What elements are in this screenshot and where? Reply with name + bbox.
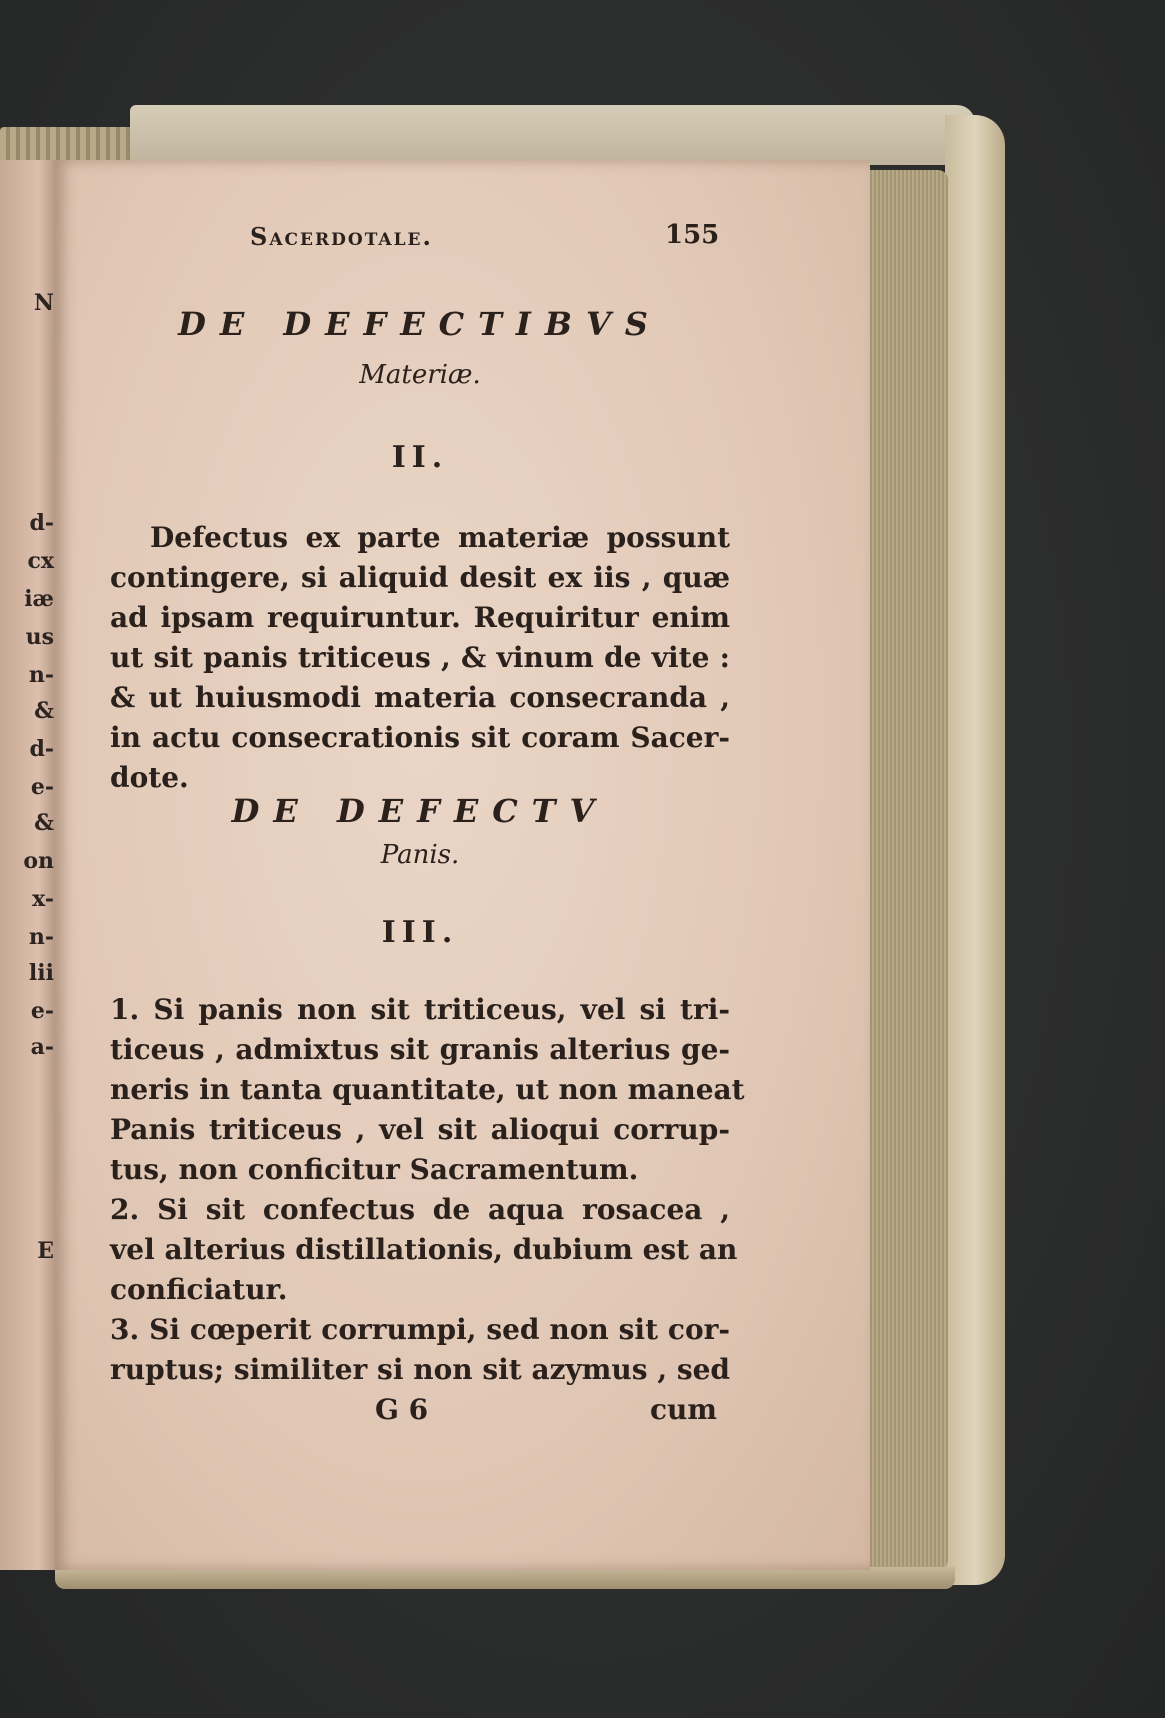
left-fragment: n- [28, 924, 54, 950]
paragraph [110, 518, 730, 798]
cover-right [945, 115, 1005, 1585]
text-line: neris in tanta quantitate, ut non maneat [110, 1073, 745, 1106]
text-line: vel alterius distillationis, dubium est an [110, 1233, 738, 1266]
text-line: ut sit panis triticeus , & vinum de vite : [110, 641, 730, 674]
text-line: conficiatur. [110, 1273, 288, 1306]
section-numeral: III. [381, 915, 459, 950]
text-line: 1. Si panis non sit triticeus, vel si tri- [110, 993, 730, 1026]
paragraph [110, 990, 745, 1390]
text-line: in actu consecrationis sit coram Sacer- [110, 721, 730, 754]
left-fragment: E [37, 1238, 54, 1264]
text-line: ruptus; similiter si non sit azymus , sed [110, 1353, 730, 1386]
catchword: cum [650, 1393, 718, 1426]
left-fragment: N [33, 290, 54, 316]
text-line: & ut huiusmodi materia consecranda , [110, 681, 730, 714]
text-line: ticeus , admixtus sit granis alterius ge- [110, 1033, 730, 1066]
text-line: Defectus ex parte materiæ possunt [150, 521, 730, 554]
cover-bottom [55, 1567, 955, 1589]
section-numeral: II. [391, 440, 449, 475]
section-subheading: Materiæ. [359, 360, 481, 390]
left-fragment: iæ [24, 586, 54, 612]
left-fragment: us [25, 624, 54, 650]
left-fragment: x- [32, 886, 54, 912]
left-fragment: & [34, 698, 54, 724]
text-line: ad ipsam requiruntur. Requiritur enim [110, 601, 730, 634]
left-fragment: lii [28, 960, 54, 986]
section-heading: DE DEFECTV [231, 792, 609, 830]
section-subheading: Panis. [380, 840, 460, 870]
left-fragment: cx [27, 548, 54, 574]
page-number: 155 [665, 220, 720, 250]
text-line: 2. Si sit confectus de aqua rosacea , [110, 1193, 730, 1226]
left-fragment: d- [29, 736, 54, 762]
section-heading: DE DEFECTIBVS [178, 305, 662, 343]
left-fragment: e- [30, 774, 54, 800]
left-fragment: on [23, 848, 54, 874]
left-fragment: e- [30, 998, 54, 1024]
page-edges [868, 170, 948, 1570]
text-line: contingere, si aliquid desit ex iis , quæ [110, 561, 730, 594]
signature-mark: G 6 [375, 1393, 429, 1426]
left-fragment: & [34, 810, 54, 836]
left-fragment: d- [29, 510, 54, 536]
text-line: 3. Si cœperit corrumpi, sed non sit cor- [110, 1313, 730, 1346]
left-fragment: a- [30, 1034, 54, 1060]
left-fragment: n- [28, 662, 54, 688]
running-title: Sacerdotale. [250, 222, 433, 251]
text-line: tus, non conficitur Sacramentum. [110, 1153, 639, 1186]
text-line: Panis triticeus , vel sit alioqui corrup- [110, 1113, 730, 1146]
text-line: dote. [110, 761, 189, 794]
cover-top [130, 105, 975, 165]
spine-braid [0, 127, 150, 163]
